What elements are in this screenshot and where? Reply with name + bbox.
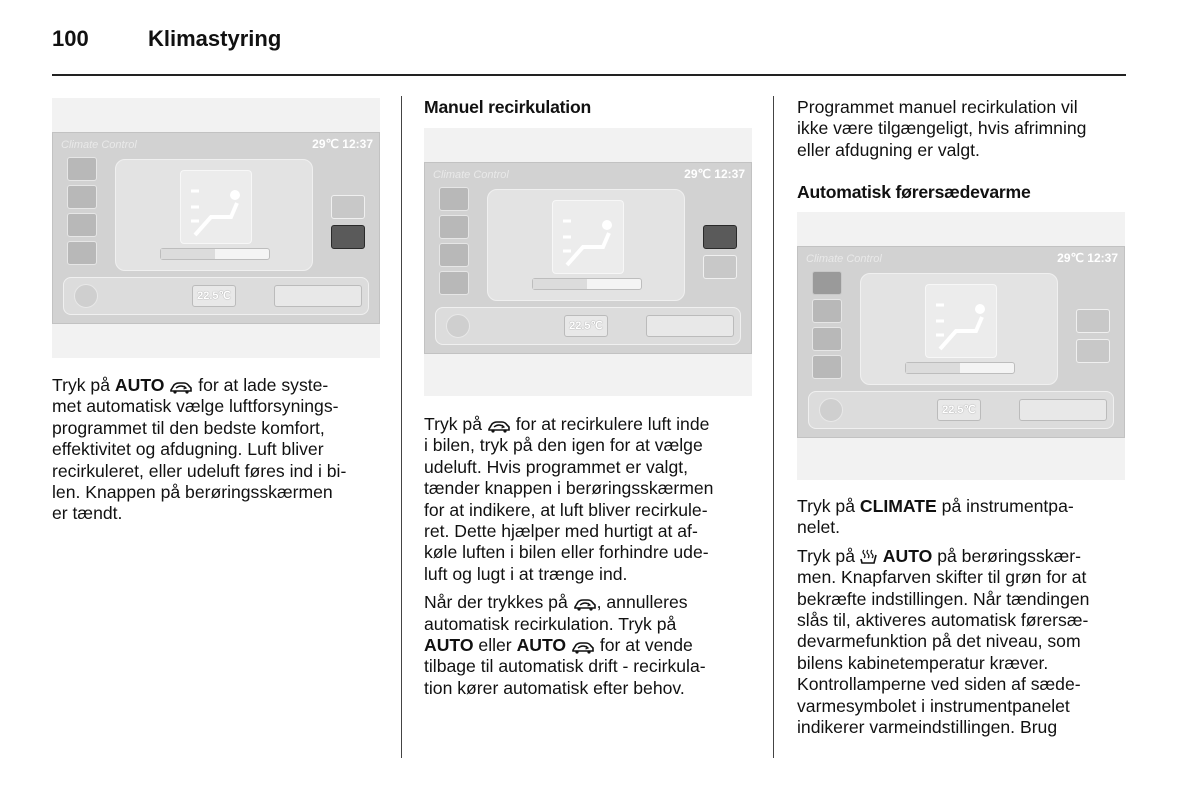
paragraph: Tryk på CLIMATE på instrumentpa- nelet. (797, 496, 1074, 538)
temperature-display: 22.5℃ (937, 399, 981, 421)
bold-term: AUTO (114, 375, 165, 395)
column-divider (773, 96, 774, 758)
seat-heat-button (67, 213, 97, 237)
screen-status: 29℃ 12:37 (1057, 251, 1118, 265)
home-button (819, 398, 843, 422)
bold-term: AUTO (424, 635, 474, 656)
seat-heat-button (812, 355, 842, 379)
screen-status: 29℃ 12:37 (684, 167, 745, 181)
fan-speed-fill (533, 279, 587, 289)
airflow-seat-graphic (552, 200, 624, 274)
temperature-display: 22.5℃ (564, 315, 608, 337)
seat-auto-button (812, 271, 842, 295)
airflow-panel (487, 189, 685, 301)
recirc-car-icon (169, 380, 193, 394)
screen-title: Climate Control (806, 253, 882, 265)
seat-heat-button (439, 215, 469, 239)
paragraph: Når der trykkes på , annulleres automatisk recirkulation. Tryk på AUTO eller AUTO for at vende tilbage til automatisk drift - recirkula- tion kører automatisk efter behov. (424, 592, 706, 698)
bold-term: AUTO (882, 545, 933, 566)
paragraph: Tryk på AUTO på berøringsskær- men. Knapfarven skifter til grøn for at bekræfte indstillingen. Når tændingen slås til, aktiveres automatisk førersæ- devarmefunktion på det niveau, som bilens kabinetemperatur kræver. Kontrollamperne ved siden af sæde- varmesymbolet i instrumentpanelet indikerer varmeindstillingen. Brug (797, 545, 1090, 738)
bottom-control-bar (808, 391, 1114, 429)
screen-status: 29℃ 12:37 (312, 137, 373, 151)
seat-heat-button (67, 185, 97, 209)
airflow-seat-graphic (925, 284, 997, 358)
recirc-car-icon (573, 597, 597, 611)
seat-occupant-icon (553, 201, 623, 273)
seat-heat-icon (860, 549, 878, 565)
column-3-top (797, 97, 1132, 204)
column-divider (401, 96, 402, 758)
seat-heat-button (439, 271, 469, 295)
seat-heat-button (439, 243, 469, 267)
recirc-car-icon (487, 419, 511, 433)
fan-speed-fill (161, 249, 215, 259)
touch-screen (424, 162, 752, 354)
climate-screen-figure (424, 128, 752, 396)
recirculation-button (1076, 309, 1110, 333)
touch-screen (797, 246, 1125, 438)
climate-screen-figure (52, 98, 380, 358)
auto-recirculation-button (1076, 339, 1110, 363)
paragraph: Programmet manuel recirkulation vil ikke være tilgængeligt, hvis afrimning eller afdugning er valgt. (797, 97, 1087, 160)
climate-screen-figure (797, 212, 1125, 480)
airflow-panel (860, 273, 1058, 385)
bottom-control-bar (63, 277, 369, 315)
paragraph: Tryk på AUTO for at lade syste- met automatisk vælge luftforsynings- programmet til den bedste komfort, effektivitet og afdugning. Luft bliver recirkuleret, eller udeluft føres ind i bi- len. Knappen på berøringsskærmen er tændt. (52, 375, 347, 524)
bottom-control-bar (435, 307, 741, 345)
column-3 (797, 496, 1132, 745)
seat-heat-button (812, 299, 842, 323)
seat-heat-button (812, 327, 842, 351)
page-number: 100 (52, 26, 89, 51)
column-2-heading-wrap (424, 97, 759, 118)
fan-control-button (274, 285, 362, 307)
seat-heat-button (67, 241, 97, 265)
home-button (446, 314, 470, 338)
auto-recirculation-button (331, 225, 365, 249)
seat-auto-button (67, 157, 97, 181)
screen-title: Climate Control (433, 169, 509, 181)
fan-speed-bar (532, 278, 642, 290)
recirculation-button (703, 225, 737, 249)
section-heading: Manuel recirkulation (424, 97, 592, 117)
seat-occupant-icon (926, 285, 996, 357)
seat-occupant-icon (181, 171, 251, 243)
touch-screen (52, 132, 380, 324)
home-button (74, 284, 98, 308)
header-rule (52, 74, 1126, 76)
fan-speed-bar (160, 248, 270, 260)
temperature-display: 22.5℃ (192, 285, 236, 307)
page-header (52, 26, 281, 52)
airflow-seat-graphic (180, 170, 252, 244)
seat-auto-button (439, 187, 469, 211)
screen-title: Climate Control (61, 139, 137, 151)
recirc-car-icon (571, 640, 595, 654)
column-2 (424, 414, 759, 706)
section-heading: Automatisk førersædevarme (797, 182, 1031, 203)
fan-speed-fill (906, 363, 960, 373)
recirculation-button (331, 195, 365, 219)
page-title: Klimastyring (148, 26, 282, 51)
fan-control-button (1019, 399, 1107, 421)
bold-term: CLIMATE (859, 496, 937, 516)
paragraph: Tryk på for at recirkulere luft inde i bilen, tryk på den igen for at vælge udeluft. Hvis programmet er valgt, tænder knappen i berøringsskærmen for at indikere, at luft bliver recirkule- ret. Dette hjælper med hurtigt at af- køle luften i bilen eller forhindre ude- luft og lugt i at trænge ind. (424, 414, 714, 584)
fan-control-button (646, 315, 734, 337)
column-1 (52, 375, 387, 532)
airflow-panel (115, 159, 313, 271)
fan-speed-bar (905, 362, 1015, 374)
auto-recirculation-button (703, 255, 737, 279)
bold-term: AUTO (516, 635, 567, 656)
